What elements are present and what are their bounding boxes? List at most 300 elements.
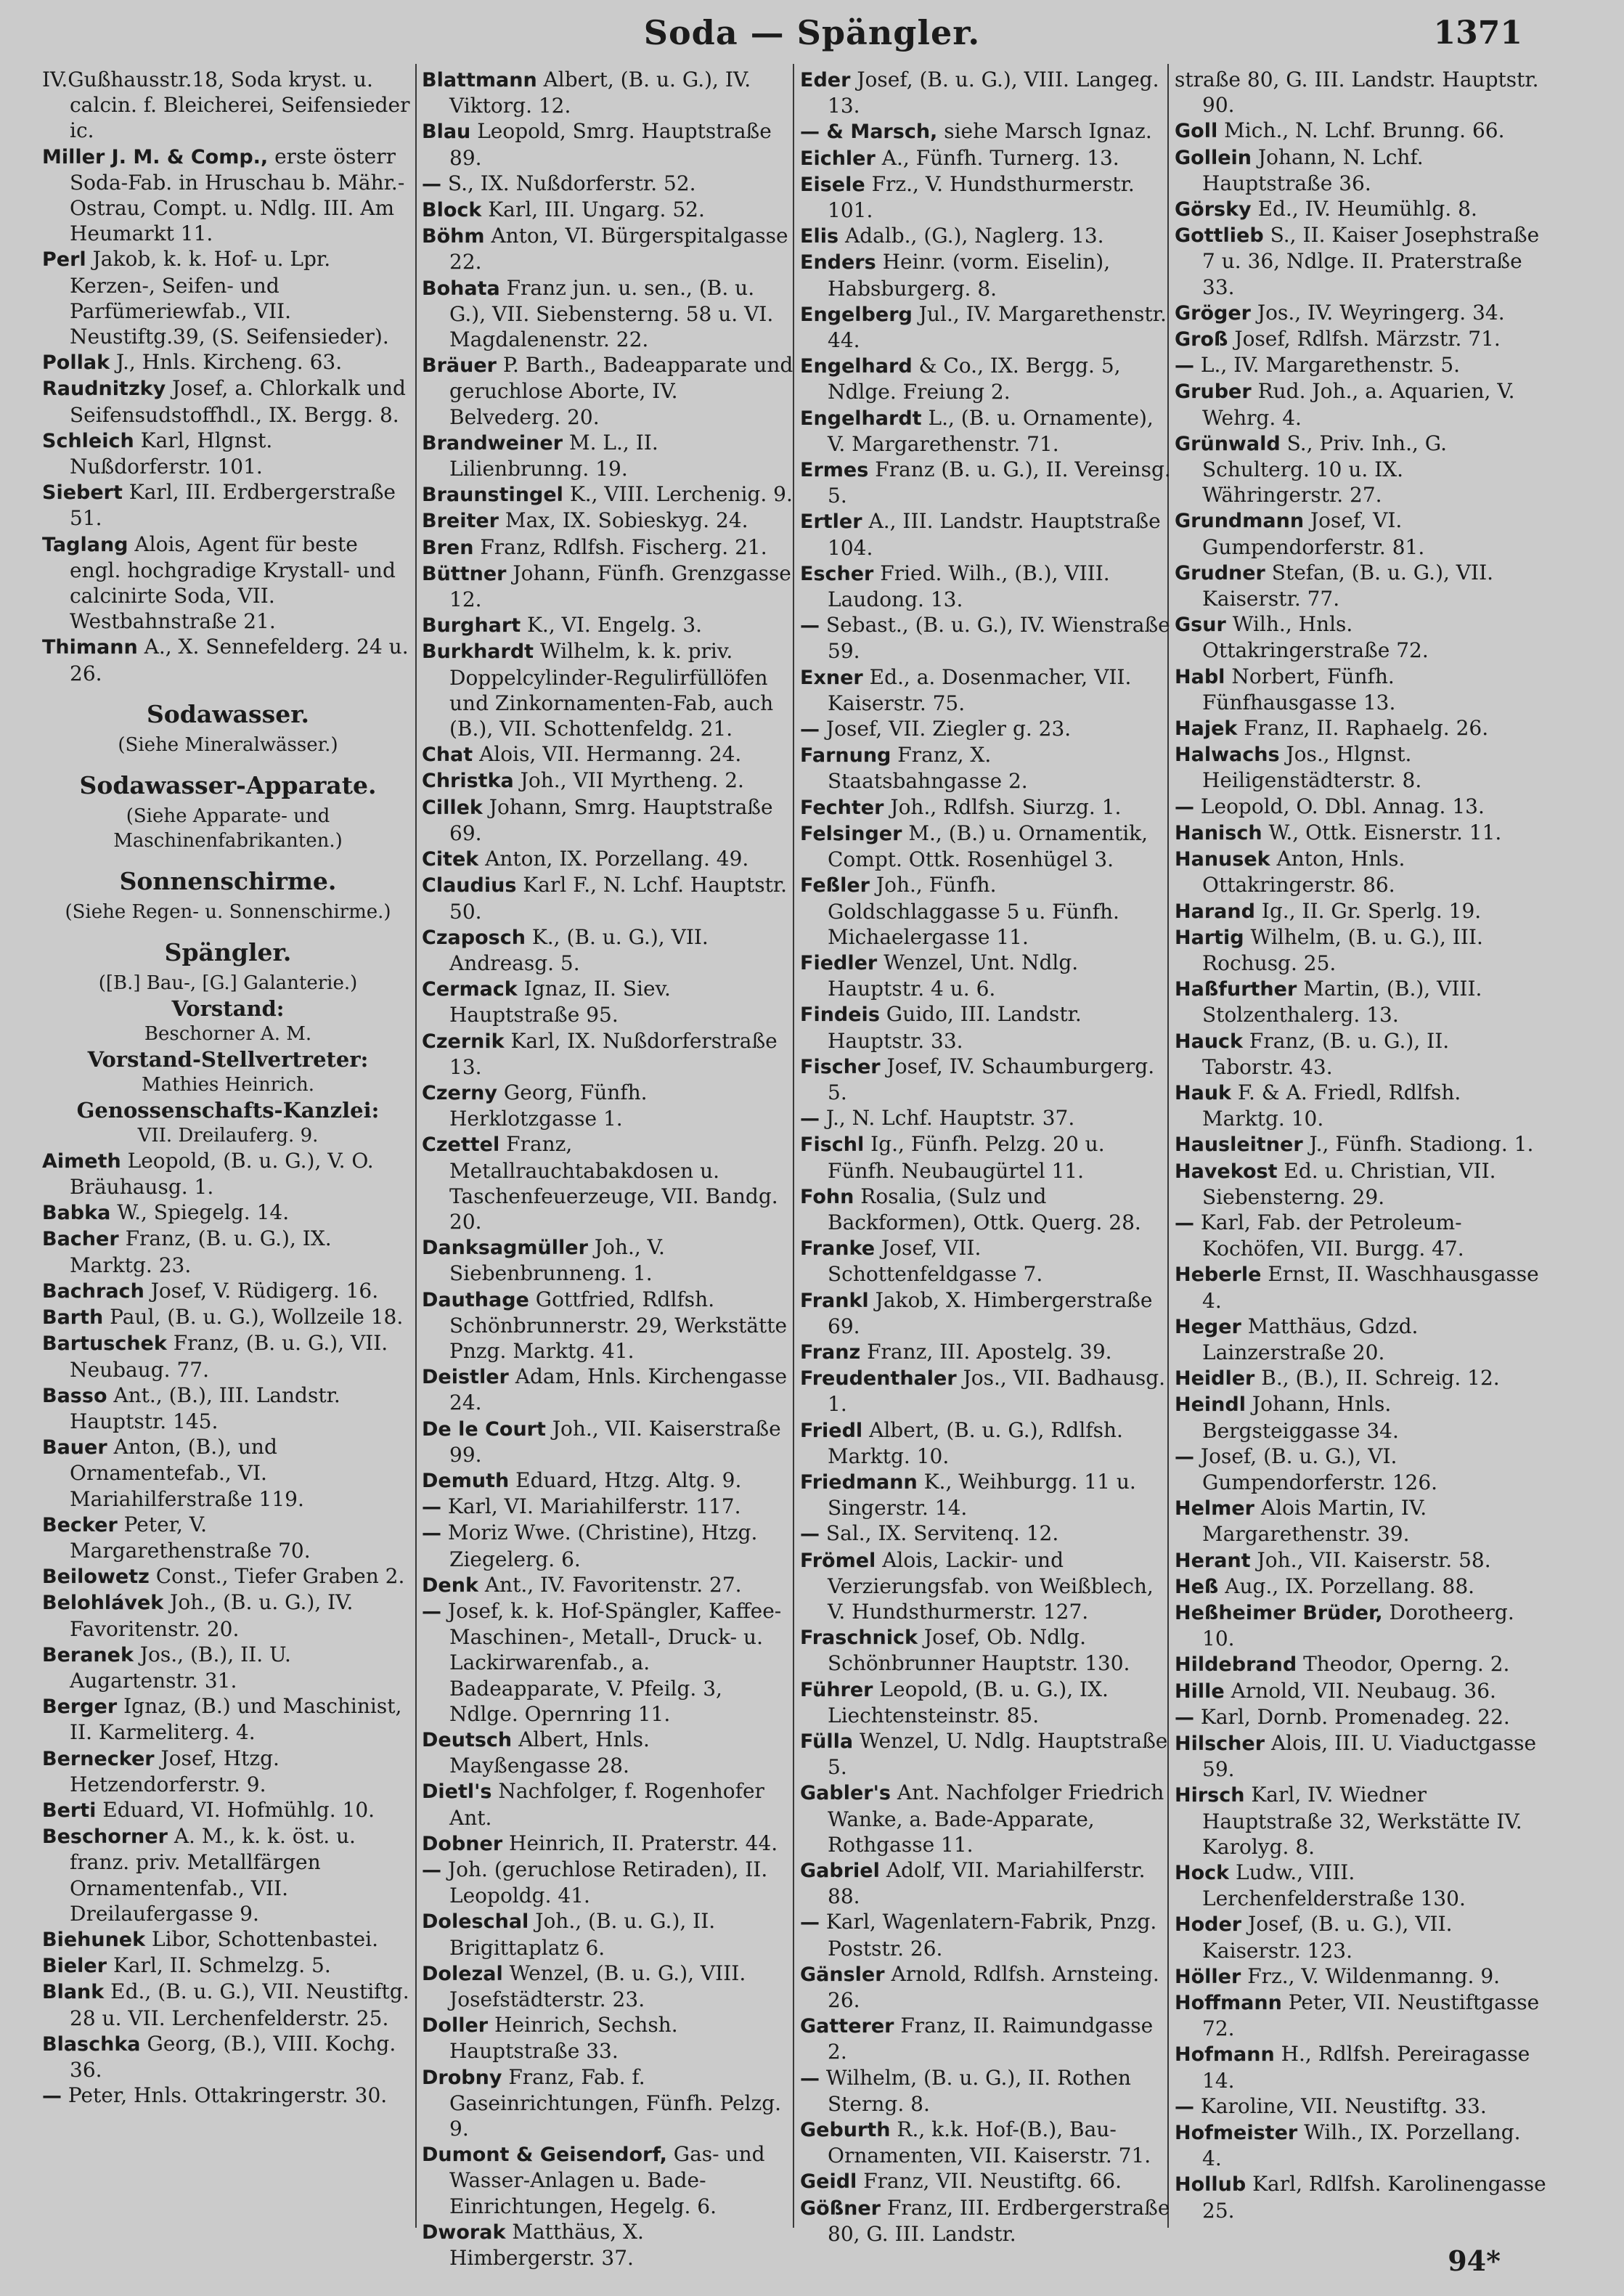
entry-name: Habl	[1175, 665, 1225, 688]
office-value: VII. Dreilauferg. 9.	[137, 1124, 319, 1147]
directory-entry	[1175, 1574, 1546, 1600]
entry-name: Dauthage	[422, 1288, 529, 1311]
entry-name: Basso	[42, 1384, 107, 1407]
directory-entry	[422, 1416, 793, 1467]
entry-name: Freudenthaler	[800, 1367, 957, 1391]
directory-entry	[422, 1727, 793, 1778]
entry-text: Leopold, O. Dbl. Annag. 13.	[1200, 794, 1485, 818]
entry-name: Dietl's	[422, 1780, 492, 1804]
directory-entry	[1175, 741, 1546, 793]
entry-name: Hofmeister	[1175, 2122, 1298, 2145]
directory-entry	[422, 1908, 793, 1960]
entry-name: Gabriel	[800, 1860, 880, 1883]
entry-text: J., N. Lchf. Hauptstr. 37.	[825, 1106, 1075, 1131]
directory-entry	[800, 1728, 1172, 1780]
entry-text: Heinr. (vorm. Eiselin), Habsburgerg. 8.	[828, 250, 1111, 301]
directory-entry	[800, 353, 1172, 404]
entry-name: Harand	[1175, 900, 1255, 923]
directory-entry	[800, 145, 1172, 171]
entry-text: Anton, (B.), und Ornamentefab., VI. Mariahilferstraße 119.	[70, 1435, 304, 1511]
entry-text: A., X. Sennefelderg. 24 u. 26.	[70, 635, 409, 685]
directory-entry	[422, 2219, 793, 2271]
entry-name: Enders	[800, 251, 876, 274]
directory-entry	[422, 872, 793, 924]
entry-text: W., Ottk. Eisnerstr. 11.	[1268, 820, 1502, 844]
directory-entry	[1175, 1080, 1546, 1131]
directory-entry	[422, 1364, 793, 1415]
entry-name: Grundmann	[1175, 510, 1305, 533]
entry-name: Gottlieb	[1175, 224, 1264, 248]
entry-text: Karl, II. Schmelzg. 5.	[113, 1953, 331, 1978]
entry-name: Schleich	[42, 429, 134, 452]
entry-name: Cermack	[422, 978, 518, 1001]
entry-name: Havekost	[1175, 1160, 1278, 1183]
entry-name: Engelhardt	[800, 407, 922, 430]
entry-name: Pollak	[42, 351, 110, 375]
section-note: (Siehe Regen- u. Sonnenschirme.)	[65, 900, 391, 923]
entry-text: K., VI. Engelg. 3.	[527, 613, 703, 638]
directory-entry	[1175, 794, 1546, 820]
entry-name: Hollub	[1175, 2173, 1246, 2197]
entry-name: Beranek	[42, 1643, 134, 1666]
entry-text: Franz, (B. u. G.), VII. Neubaug. 77.	[70, 1331, 388, 1382]
entry-name: Bauer	[42, 1436, 107, 1460]
entry-name: Hock	[1175, 1862, 1230, 1885]
directory-entry	[800, 742, 1172, 794]
entry-name: —	[1175, 2095, 1194, 2118]
entry-text: Sebast., (B. u. G.), IV. Wienstraße 59.	[825, 613, 1170, 664]
entry-name: Heidler	[1175, 1367, 1255, 1391]
entry-text: Franz, II. Raphaelg. 26.	[1244, 716, 1489, 741]
entry-text: Josef, VI. Gumpendorferstr. 81.	[1202, 508, 1425, 559]
directory-entry	[422, 1131, 793, 1234]
directory-entry	[800, 1961, 1172, 2013]
directory-entry	[1175, 898, 1546, 924]
entry-text: Leopold, (B. u. G.), V. O. Bräuhausg. 1.	[70, 1148, 374, 1200]
entry-name: Führer	[800, 1678, 873, 1701]
directory-entry	[422, 171, 793, 197]
directory-entry	[800, 872, 1172, 950]
entry-text: Ignaz, II. Siev. Hauptstraße 95.	[449, 977, 671, 1027]
entry-text: P. Barth., Badeapparate und geruchlose Aborte, IV. Belvederg. 20.	[449, 353, 793, 429]
entry-name: —	[1175, 354, 1194, 378]
directory-entry	[800, 716, 1172, 742]
entry-text: Wilh., IX. Porzellang. 4.	[1202, 2120, 1521, 2171]
entry-text: Paul, (B. u. G.), Wollzeile 18.	[110, 1305, 404, 1330]
entry-text: Albert, (B. u. G.), Rdlfsh. Marktg. 10.	[828, 1417, 1123, 1468]
directory-entry	[1175, 326, 1546, 352]
entry-name: Doleschal	[422, 1910, 529, 1934]
directory-entry	[1175, 1782, 1546, 1860]
directory-entry	[1175, 300, 1546, 326]
entry-name: Felsinger	[800, 822, 902, 845]
directory-entry	[1175, 1963, 1546, 1990]
entry-text: Franz, III. Erdbergerstraße 80, G. III. Landstr.	[828, 2195, 1170, 2246]
entry-text: Karl, Hlgnst. Nußdorferstr. 101.	[70, 428, 273, 479]
entry-name: Gsur	[1175, 614, 1226, 637]
entry-text: Josef, (B. u. G.), VII. Kaiserstr. 123.	[1202, 1912, 1453, 1963]
directory-entry	[1175, 67, 1546, 118]
entry-text: S., Priv. Inh., G. Schulterg. 10 u. IX. Währingerstr. 27.	[1202, 431, 1448, 508]
entry-name: Groß	[1175, 328, 1228, 351]
entry-text: Karoline, VII. Neustiftg. 33.	[1200, 2093, 1487, 2118]
entry-text: Norbert, Fünfh. Fünfhausgasse 13.	[1202, 664, 1396, 715]
entry-text: Martin, (B.), VIII. Stolzenthalerg. 13.	[1202, 977, 1482, 1027]
entry-name: Heger	[1175, 1315, 1241, 1338]
directory-entry	[42, 1304, 414, 1330]
column-3	[800, 67, 1172, 2252]
entry-name: Doller	[422, 2014, 489, 2038]
directory-entry	[800, 1857, 1172, 1909]
directory-entry	[422, 976, 793, 1027]
entry-name: Christka	[422, 770, 514, 793]
entry-name: Bernecker	[42, 1747, 155, 1770]
entry-text: Mich., N. Lchf. Brunng. 66.	[1224, 118, 1505, 143]
directory-entry	[42, 1278, 414, 1304]
directory-entry	[1175, 378, 1546, 430]
entry-text: straße 80, G. III. Landstr. Hauptstr. 90.	[1175, 68, 1539, 118]
entry-name: Blattmann	[422, 69, 537, 91]
directory-entry	[422, 534, 793, 561]
entry-text: F. & A. Friedl, Rdlfsh. Marktg. 10.	[1202, 1080, 1461, 1131]
entry-text: Eduard, VI. Hofmühlg. 10.	[102, 1797, 375, 1822]
directory-entry	[1175, 2120, 1546, 2171]
entry-name: Gröger	[1175, 301, 1251, 325]
entry-name: Gollein	[1175, 146, 1252, 169]
entry-text: J., Fünfh. Stadiong. 1.	[1309, 1132, 1534, 1157]
entry-name: Czerny	[422, 1081, 497, 1104]
directory-entry	[800, 1287, 1172, 1339]
entry-name: Czettel	[422, 1133, 500, 1157]
entry-name: —	[1175, 1211, 1194, 1234]
entry-name: Dolezal	[422, 1962, 503, 1985]
entry-text: siehe Marsch Ignaz.	[944, 119, 1152, 144]
entry-text: Josef, Rdlfsh. Märzstr. 71.	[1234, 327, 1501, 351]
entry-text: Joh. (geruchlose Retiraden), II. Leopoldg. 41.	[447, 1857, 768, 1908]
entry-text: Jos., VII. Badhausg. 1.	[828, 1366, 1166, 1417]
entry-text: Joh., VII. Kaiserstr. 58.	[1257, 1547, 1491, 1572]
entry-name: Denk	[422, 1574, 478, 1597]
entry-text: Joh., Rdlfsh. Siurzg. 1.	[890, 794, 1122, 819]
entry-name: Siebert	[42, 481, 123, 505]
entry-name: —	[422, 1600, 441, 1623]
directory-entry	[422, 223, 793, 274]
entry-text: Josef, a. Chlorkalk und Seifensudstoffhdl., IX. Bergg. 8.	[70, 376, 406, 427]
entry-text: Nachfolger, f. Rogenhofer Ant.	[449, 1779, 764, 1830]
entry-text: Jos., Hlgnst. Heiligenstädterstr. 8.	[1202, 742, 1422, 793]
entry-name: Dobner	[422, 1832, 503, 1855]
entry-text: Johann, Fünfh. Grenzgasse 12.	[449, 561, 791, 612]
entry-name: Engelberg	[800, 303, 913, 326]
directory-entry	[1175, 508, 1546, 559]
signature-mark: 94*	[1448, 2244, 1501, 2277]
directory-entry	[800, 301, 1172, 353]
entry-name: Beilowetz	[42, 1566, 150, 1589]
directory-entry	[42, 1642, 414, 1693]
entry-text: Const., Tiefer Graben 2.	[155, 1564, 405, 1589]
directory-entry	[42, 2031, 414, 2083]
entry-text: Arnold, VII. Neubaug. 36.	[1231, 1678, 1496, 1703]
directory-entry	[42, 1563, 414, 1589]
directory-entry	[1175, 924, 1546, 976]
entry-name: Gößner	[800, 2197, 881, 2220]
entry-name: Ertler	[800, 510, 862, 534]
entry-name: Czernik	[422, 1030, 505, 1053]
entry-text: Josef, (B. u. G.), VI. Gumpendorferstr. 126.	[1200, 1444, 1438, 1494]
entry-name: Eisele	[800, 173, 865, 196]
entry-text: Anton, VI. Bürgerspitalgasse 22.	[449, 224, 788, 274]
section-heading: Sodawasser-Apparate.	[79, 770, 377, 799]
entry-text: Gottfried, Rdlfsh. Schönbrunnerstr. 29, Werkstätte Pnzg. Marktg. 41.	[449, 1287, 788, 1363]
directory-entry	[422, 2012, 793, 2064]
entry-name: Fohn	[800, 1185, 854, 1208]
directory-entry	[1175, 1600, 1546, 1651]
section-heading: Sodawasser.	[146, 699, 310, 728]
entry-name: Frankl	[800, 1289, 869, 1312]
entry-name: —	[800, 614, 820, 638]
entry-text: Frz., V. Hundsthurmerstr. 101.	[828, 171, 1135, 223]
directory-entry	[422, 561, 793, 612]
directory-entry	[422, 1857, 793, 1908]
entry-text: Johann, Smrg. Hauptstraße 69.	[449, 794, 773, 845]
directory-entry	[422, 197, 793, 223]
directory-entry	[1175, 1704, 1546, 1730]
directory-entry	[1175, 664, 1546, 715]
directory-entry	[1175, 560, 1546, 611]
directory-entry	[42, 349, 414, 375]
entry-name: Berger	[42, 1695, 118, 1719]
entry-text: Joh., Fünfh. Goldschlaggasse 5 u. Fünfh. Michaelergasse 11.	[828, 873, 1119, 949]
entry-name: Bacher	[42, 1228, 119, 1251]
directory-entry	[800, 950, 1172, 1001]
entry-text: Johann, N. Lchf. Hauptstraße 36.	[1202, 144, 1424, 195]
entry-name: Block	[422, 199, 482, 222]
directory-entry	[422, 846, 793, 872]
directory-entry	[1175, 1547, 1546, 1574]
directory-entry	[1175, 222, 1546, 300]
entry-name: Fischer	[800, 1055, 881, 1078]
entry-text: M., (B.) u. Ornamentik, Compt. Ottk. Rosenhügel 3.	[828, 821, 1148, 872]
directory-entry	[422, 275, 793, 353]
directory-entry	[42, 1330, 414, 1382]
office-value: Mathies Heinrich.	[141, 1073, 315, 1096]
entry-text: A., III. Landstr. Hauptstraße 104.	[828, 509, 1161, 560]
entry-name: Perl	[42, 248, 86, 272]
directory-entry	[1175, 1911, 1546, 1963]
directory-entry	[42, 1797, 414, 1823]
directory-entry	[42, 1383, 414, 1434]
directory-entry	[1175, 144, 1546, 196]
directory-entry	[42, 2083, 414, 2109]
directory-entry	[800, 1131, 1172, 1183]
directory-entry	[1175, 611, 1546, 663]
entry-name: Gänsler	[800, 1963, 885, 1986]
entry-text: Arnold, Rdlfsh. Arnsteing. 26.	[828, 1961, 1159, 2013]
directory-entry	[800, 1521, 1172, 1547]
entry-name: Eder	[800, 69, 851, 91]
entry-name: Babka	[42, 1202, 111, 1225]
entry-text: Peter, Hnls. Ottakringerstr. 30.	[68, 2083, 388, 2108]
entry-text: Karl, III. Erdbergerstraße 51.	[70, 480, 396, 531]
entry-text: Joh., VII. Kaiserstraße 99.	[449, 1416, 781, 1467]
entry-text: Aug., IX. Porzellang. 88.	[1225, 1574, 1475, 1598]
directory-entry	[800, 2168, 1172, 2194]
entry-name: —	[422, 1522, 441, 1545]
entry-name: Geidl	[800, 2170, 857, 2194]
entry-text: Eduard, Htzg. Altg. 9.	[515, 1467, 742, 1492]
directory-entry	[42, 1746, 414, 1797]
entry-name: Farnung	[800, 744, 891, 768]
entry-name: Hanisch	[1175, 821, 1262, 844]
directory-entry	[422, 508, 793, 534]
entry-text: Franz, II. Raimundgasse 2.	[828, 2014, 1154, 2064]
entry-name: Bieler	[42, 1955, 107, 1978]
entry-name: Burkhardt	[422, 640, 534, 664]
directory-entry	[1175, 431, 1546, 508]
entry-text: Rosalia, (Sulz und Backformen), Ottk. Querg. 28.	[828, 1184, 1141, 1234]
directory-entry	[1175, 1261, 1546, 1313]
directory-entry	[42, 1693, 414, 1745]
directory-entry	[800, 405, 1172, 457]
directory-entry	[422, 924, 793, 976]
entry-text: Franz, X. Staatsbahngasse 2.	[828, 743, 1028, 794]
entry-text: Joh., V. Siebenbrunneng. 1.	[449, 1235, 665, 1286]
entry-text: L., IV. Margarethenstr. 5.	[1200, 353, 1461, 378]
entry-text: Joh., (B. u. G.), II. Brigittaplatz 6.	[449, 1909, 716, 1960]
column-divider	[415, 64, 417, 2228]
directory-entry	[42, 67, 414, 144]
directory-entry	[1175, 1131, 1546, 1157]
entry-name: Feßler	[800, 874, 870, 897]
entry-text: Josef, V. Rüdigerg. 16.	[150, 1278, 379, 1303]
entry-name: Blau	[422, 121, 471, 144]
directory-entry	[800, 821, 1172, 872]
entry-name: Heß	[1175, 1575, 1219, 1598]
entry-name: Chat	[422, 744, 473, 767]
directory-entry	[422, 1287, 793, 1364]
entry-text: Libor, Schottenbastei.	[152, 1926, 378, 1951]
entry-name: —	[800, 718, 820, 741]
directory-entry	[422, 794, 793, 846]
entry-text: Jos., IV. Weyringerg. 34.	[1257, 300, 1505, 325]
directory-entry	[800, 1054, 1172, 1105]
section-heading: Sonnenschirme.	[119, 866, 337, 895]
entry-text: Sal., IX. Servitenq. 12.	[825, 1521, 1059, 1546]
directory-entry	[800, 561, 1172, 612]
entry-name: Herant	[1175, 1549, 1251, 1572]
entry-name: Fülla	[800, 1730, 854, 1753]
directory-entry	[42, 1953, 414, 1979]
entry-name: Friedmann	[800, 1470, 918, 1494]
directory-entry	[422, 118, 793, 170]
entry-text: Adalb., (G.), Naglerg. 13.	[844, 224, 1104, 248]
entry-name: Braunstingel	[422, 484, 563, 507]
directory-entry	[800, 1417, 1172, 1469]
office-value: Beschorner A. M.	[144, 1022, 312, 1045]
directory-entry	[422, 1598, 793, 1727]
entry-text: Moriz Wwe. (Christine), Htzg. Ziegelerg. 6.	[447, 1521, 758, 1571]
entry-name: Grudner	[1175, 561, 1265, 585]
directory-entry	[422, 1028, 793, 1080]
office-label: Vorstand:	[171, 996, 285, 1021]
entry-name: —	[422, 1496, 441, 1519]
entry-text: Alois, Lackir- und Verzierungsfab. von Weißblech, V. Hundsthurmerstr. 127.	[828, 1547, 1154, 1624]
entry-text: Josef, VII. Ziegler g. 23.	[825, 717, 1072, 741]
entry-name: Goll	[1175, 120, 1218, 143]
entry-text: Dorotheerg. 10.	[1202, 1600, 1514, 1651]
entry-text: Wilhelm, (B. u. G.), III. Rochusg. 25.	[1202, 924, 1483, 975]
entry-text: Franz jun. u. sen., (B. u. G.), VII. Siebensterng. 58 u. VI. Magdalenenstr. 22.	[449, 275, 774, 352]
column-1	[42, 67, 414, 2252]
entry-text: Ernst, II. Waschhausgasse 4.	[1202, 1262, 1539, 1313]
entry-name: Hofmann	[1175, 2043, 1275, 2067]
entry-text: Alois, III. U. Viaductgasse 59.	[1202, 1731, 1537, 1782]
entry-text: Georg, Fünfh. Herklotzgasse 1.	[449, 1080, 648, 1131]
directory-entry	[1175, 846, 1546, 897]
entry-text: Franz, Rdlfsh. Fischerg. 21.	[480, 534, 767, 559]
entry-text: Heinrich, Sechsh. Hauptstraße 33.	[449, 2013, 678, 2064]
entry-name: Bren	[422, 536, 474, 559]
entry-name: Blaschka	[42, 2032, 141, 2056]
directory-entry	[422, 352, 793, 430]
directory-entry	[1175, 976, 1546, 1027]
entry-text: Ed., (B. u. G.), VII. Neustiftg. 28 u. VII. Lerchenfelderstr. 25.	[70, 1979, 409, 2030]
entry-name: Franke	[800, 1237, 876, 1261]
entry-text: S., IX. Nußdorferstr. 52.	[447, 171, 696, 195]
entry-text: Matthäus, Gdzd. Lainzerstraße 20.	[1202, 1314, 1419, 1364]
directory-entry	[800, 1184, 1172, 1235]
directory-entry	[800, 67, 1172, 118]
entry-text: Ant. Nachfolger Friedrich Wanke, a. Bade-Apparate, Rothgasse 11.	[828, 1780, 1164, 1857]
office-label: Genossenschafts-Kanzlei:	[76, 1097, 380, 1123]
entry-text: Johann, Hnls. Bergsteiggasse 34.	[1202, 1392, 1399, 1443]
directory-entry	[800, 612, 1172, 664]
directory-entry	[800, 2195, 1172, 2247]
entry-text: Peter, VII. Neustiftgasse 72.	[1202, 1990, 1540, 2041]
entry-text: Wenzel, Unt. Ndlg. Hauptstr. 4 u. 6.	[828, 950, 1079, 1001]
entry-text: Ignaz, (B.) und Maschinist, II. Karmeliterg. 4.	[70, 1694, 402, 1745]
entry-text: Josef, (B. u. G.), VIII. Langeg. 13.	[828, 68, 1159, 118]
directory-entry	[800, 171, 1172, 223]
entry-name: Böhm	[422, 225, 485, 248]
directory-entry	[800, 1235, 1172, 1287]
section-note: (Siehe Apparate- und Maschinenfabrikanten.)	[113, 805, 343, 852]
directory-entry	[422, 1961, 793, 2012]
entry-name: Exner	[800, 666, 863, 689]
entry-name: Hirsch	[1175, 1784, 1245, 1807]
entry-text: Stefan, (B. u. G.), VII. Kaiserstr. 77.	[1202, 560, 1494, 611]
entry-text: Ed. u. Christian, VII. Siebensterng. 29.	[1202, 1158, 1496, 1209]
entry-text: Theodor, Operng. 2.	[1303, 1652, 1510, 1677]
directory-entry	[422, 768, 793, 794]
entry-name: —	[1175, 1706, 1194, 1729]
entry-name: De le Court	[422, 1417, 546, 1441]
entry-text: Matthäus, X. Himbergerstr. 37.	[449, 2219, 644, 2271]
entry-text: Albert, Hnls. Mayßengasse 28.	[449, 1727, 650, 1778]
entry-name: Gruber	[1175, 380, 1252, 404]
directory-entry	[422, 1572, 793, 1598]
directory-entry	[42, 1823, 414, 1926]
entry-name: Eichler	[800, 147, 876, 170]
entry-text: Franz (B. u. G.), II. Vereinsg. 5.	[828, 457, 1171, 508]
directory-entry	[800, 1001, 1172, 1053]
entry-text: Leopold, (B. u. G.), IX. Liechtensteinstr. 85.	[828, 1677, 1109, 1727]
entry-text: Karl, Rdlfsh. Karolinengasse 25.	[1202, 2172, 1546, 2223]
directory-entry	[800, 2013, 1172, 2064]
entry-text: Rud. Joh., a. Aquarien, V. Wehrg. 4.	[1202, 379, 1515, 430]
entry-text: Karl, IV. Wiedner Hauptstraße 32, Werkstätte IV. Karolyg. 8.	[1202, 1783, 1522, 1859]
directory-entry	[1175, 1860, 1546, 1911]
